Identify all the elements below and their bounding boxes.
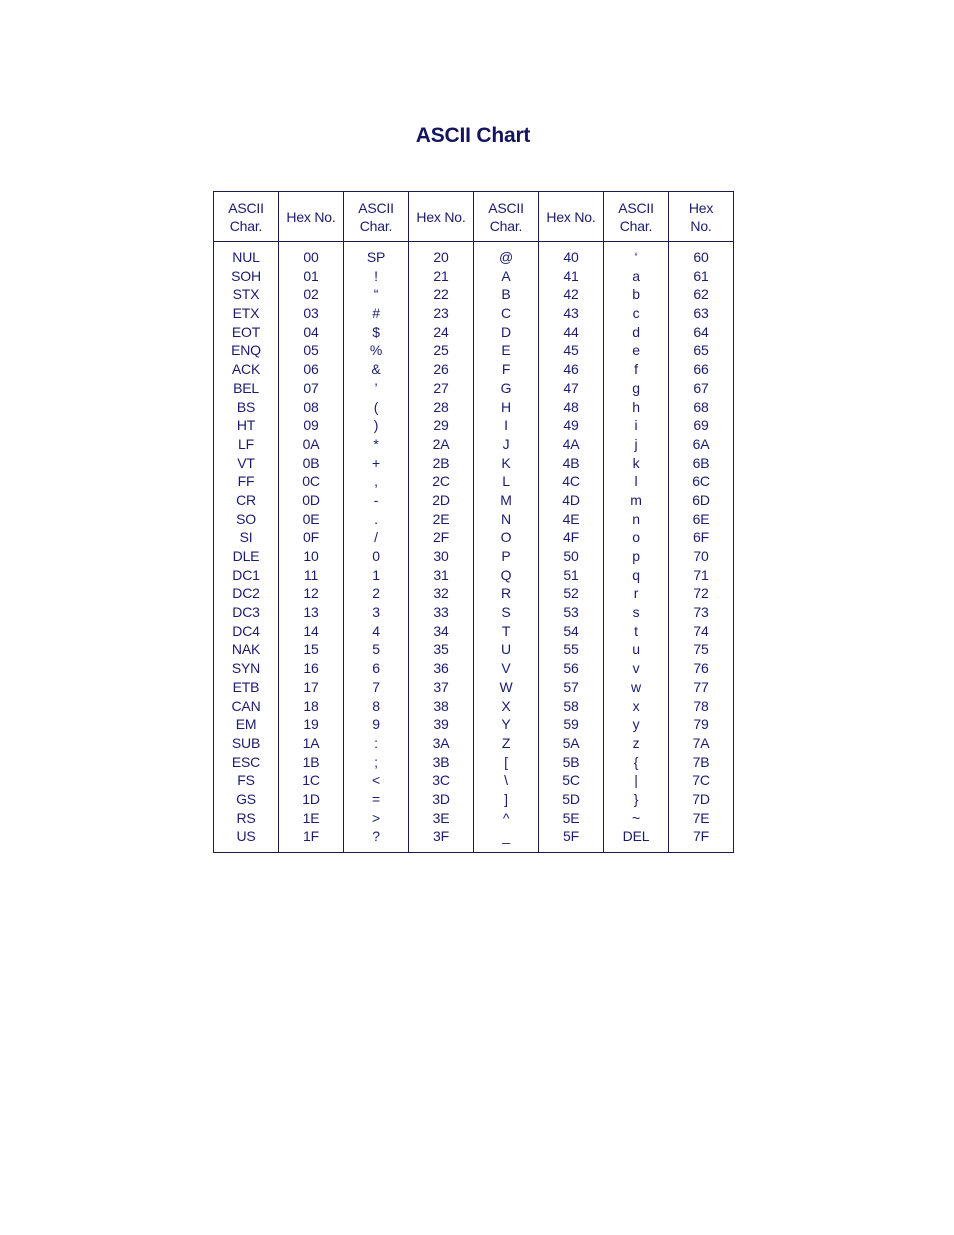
table-cell: DC2 [232, 585, 260, 602]
table-cell: ESC [231, 753, 261, 770]
table-cell: l [634, 473, 638, 490]
table-cell: 12 [303, 585, 319, 602]
table-cell: j [634, 435, 638, 452]
table-cell: ’ [374, 379, 378, 396]
table-cell: _ [502, 828, 510, 845]
table-cell: 09 [303, 417, 319, 434]
table-cell: K [501, 454, 511, 471]
table-cell: 0F [303, 529, 319, 546]
table-cell: 63 [693, 305, 709, 322]
table-cell: v [632, 660, 640, 677]
table-cell: 54 [563, 622, 579, 639]
table-cell: Y [501, 716, 511, 733]
table-cell: 28 [433, 398, 449, 415]
table-cell: ( [373, 398, 379, 415]
table-cell: 0A [302, 435, 320, 452]
table-cell: 37 [433, 678, 449, 695]
column-header: ASCII Char. [604, 192, 669, 242]
table-cell: i [634, 417, 638, 434]
table-cell: e [632, 342, 640, 359]
table-cell: 1F [303, 828, 319, 845]
table-cell: GS [236, 790, 256, 807]
table-cell: y [632, 716, 640, 733]
table-cell: 58 [563, 697, 579, 714]
table-cell: 03 [303, 305, 319, 322]
table-cell: 25 [433, 342, 449, 359]
table-cell: 2F [433, 529, 449, 546]
table-cell: 40 [563, 249, 579, 265]
table-cell: 14 [303, 622, 319, 639]
table-cell: 13 [303, 604, 319, 621]
table-cell: t [634, 622, 638, 639]
table-cell: 56 [563, 660, 579, 677]
table-cell: 0D [302, 491, 320, 508]
table-cell: 3D [432, 790, 450, 807]
table-cell: 5F [563, 828, 579, 845]
table-cell: { [633, 753, 639, 770]
table-cell: 7C [692, 772, 710, 789]
table-cell: x [632, 697, 640, 714]
table-cell: + [372, 454, 380, 471]
column-hex-no [669, 242, 734, 853]
table-cell: D [501, 323, 511, 340]
table-cell: CR [236, 491, 256, 508]
table-cell: DC1 [232, 566, 260, 583]
table-cell: 76 [693, 660, 709, 677]
table-cell: 51 [563, 566, 579, 583]
table-cell: S [501, 604, 511, 621]
table-cell: d [632, 323, 640, 340]
table-cell: STX [232, 286, 260, 303]
table-cell: 5B [562, 753, 580, 770]
table-cell: 4C [562, 473, 580, 490]
table-cell: ) [373, 417, 379, 434]
table-cell: 23 [433, 305, 449, 322]
table-cell: BEL [233, 379, 259, 396]
table-cell: 6 [372, 660, 380, 677]
table-cell: < [372, 772, 380, 789]
table-cell: ‘ [634, 249, 638, 265]
table-cell: ENQ [231, 342, 261, 359]
table-cell: 2B [432, 454, 450, 471]
column-header: ASCII Char. [214, 192, 279, 242]
table-cell: * [373, 435, 379, 452]
column-ascii-char [474, 242, 539, 853]
table-cell: r [633, 585, 639, 602]
table-cell: N [501, 510, 511, 527]
table-cell: 71 [693, 566, 709, 583]
table-cell: 24 [433, 323, 449, 340]
table-cell: 5 [372, 641, 380, 658]
table-cell: / [374, 529, 378, 546]
table-cell: DLE [232, 548, 260, 564]
table-cell: 7E [692, 809, 710, 826]
table-cell: 1B [302, 753, 320, 770]
table-cell: 9 [372, 716, 380, 733]
table-cell: SOH [231, 267, 261, 284]
table-cell: EM [235, 716, 257, 733]
table-cell: SI [239, 529, 253, 546]
table-cell: 60 [693, 249, 709, 265]
table-cell: ] [504, 790, 508, 807]
column-ascii-char [344, 242, 409, 853]
table-cell: 2A [432, 435, 450, 452]
column-header: Hex No. [669, 192, 734, 242]
table-cell: R [501, 585, 511, 602]
table-cell: X [501, 697, 511, 714]
table-cell: 4F [563, 529, 579, 546]
page-title: ASCII Chart [415, 124, 531, 147]
table-cell: ^ [502, 809, 510, 826]
table-cell: 08 [303, 398, 319, 415]
table-cell: % [369, 342, 383, 359]
table-cell: 2C [432, 473, 450, 490]
table-cell: P [501, 548, 511, 564]
table-cell: 2 [372, 585, 380, 602]
table-cell: n [632, 510, 640, 527]
table-cell: 5E [562, 809, 580, 826]
table-cell: p [632, 548, 640, 564]
table-cell: 68 [693, 398, 709, 415]
table-cell: 7A [692, 734, 710, 751]
table-cell: 34 [433, 622, 449, 639]
table-cell: u [632, 641, 640, 658]
column-header: ASCII Char. [344, 192, 409, 242]
table-cell: 64 [693, 323, 709, 340]
table-cell: 42 [563, 286, 579, 303]
table-cell: 73 [693, 604, 709, 621]
table-cell: 1E [302, 809, 320, 826]
table-cell: 49 [563, 417, 579, 434]
table-cell: 4B [562, 454, 580, 471]
table-cell: V [501, 660, 511, 677]
table-cell: 15 [303, 641, 319, 658]
table-cell: U [501, 641, 511, 658]
table-cell: 04 [303, 323, 319, 340]
table-cell: 6C [692, 473, 710, 490]
table-cell: 21 [433, 267, 449, 284]
table-cell: 11 [303, 566, 319, 583]
table-cell: 2D [432, 491, 450, 508]
column-hex-no [409, 242, 474, 853]
table-cell: # [372, 305, 380, 322]
table-cell: 32 [433, 585, 449, 602]
table-cell: C [501, 305, 511, 322]
table-cell: 0B [302, 454, 320, 471]
table-cell: & [371, 361, 381, 378]
table-cell: 35 [433, 641, 449, 658]
table-cell: q [632, 566, 640, 583]
table-cell: 65 [693, 342, 709, 359]
table-cell: 01 [303, 267, 319, 284]
table-cell: 5D [562, 790, 580, 807]
table-cell: 6D [692, 491, 710, 508]
table-cell: 52 [563, 585, 579, 602]
table-cell: 61 [693, 267, 709, 284]
table-cell: SO [236, 510, 256, 527]
table-cell: 78 [693, 697, 709, 714]
table-cell: 4E [562, 510, 580, 527]
table-cell: 0C [302, 473, 320, 490]
column-hex-no [279, 242, 344, 853]
table-cell: 50 [563, 548, 579, 564]
table-cell: 0 [372, 548, 380, 564]
table-cell: H [501, 398, 511, 415]
table-cell: VT [237, 454, 255, 471]
table-cell: 07 [303, 379, 319, 396]
table-cell: 4A [562, 435, 580, 452]
column-header: Hex No. [409, 192, 474, 242]
table-cell: 74 [693, 622, 709, 639]
table-cell: } [633, 790, 639, 807]
table-cell: I [504, 417, 508, 434]
table-cell: SUB [231, 734, 261, 751]
table-cell: g [632, 379, 640, 396]
table-cell: 5A [562, 734, 580, 751]
table-cell: A [501, 267, 511, 284]
table-cell: HT [236, 417, 256, 434]
table-cell: f [634, 361, 638, 378]
table-cell: ; [374, 753, 378, 770]
table-cell: G [500, 379, 512, 396]
table-cell: 44 [563, 323, 579, 340]
table-cell: 10 [303, 548, 319, 564]
table-cell: 3B [432, 753, 450, 770]
table-cell: 1D [302, 790, 320, 807]
table-cell: T [501, 622, 511, 639]
table-cell: 5C [562, 772, 580, 789]
table-cell: FF [237, 473, 255, 490]
ascii-table [213, 191, 734, 853]
table-cell: 53 [563, 604, 579, 621]
table-cell: 6B [692, 454, 710, 471]
table-cell: L [502, 473, 510, 490]
column-header: Hex No. [539, 192, 604, 242]
table-cell: LF [238, 435, 254, 452]
table-cell: a [632, 267, 640, 284]
table-cell: 8 [372, 697, 380, 714]
table-cell: B [501, 286, 511, 303]
header-row [214, 192, 734, 242]
table-cell: s [632, 604, 640, 621]
table-cell: 62 [693, 286, 709, 303]
table-cell: 79 [693, 716, 709, 733]
table-cell: 7F [693, 828, 709, 845]
column-ascii-char [604, 242, 669, 853]
table-cell: 70 [693, 548, 709, 564]
table-cell: 19 [303, 716, 319, 733]
table-cell: 72 [693, 585, 709, 602]
table-cell: 3E [432, 809, 450, 826]
table-cell: NUL [232, 249, 260, 265]
table-cell: @ [498, 249, 513, 265]
table-cell: 7 [372, 678, 380, 695]
table-cell: : [374, 734, 378, 751]
table-cell: | [634, 772, 638, 789]
table-cell: 67 [693, 379, 709, 396]
table-cell: J [502, 435, 510, 452]
table-cell: 45 [563, 342, 579, 359]
table-cell: 7D [692, 790, 710, 807]
table-cell: 1A [302, 734, 320, 751]
table-cell: F [501, 361, 511, 378]
table-cell: 3F [433, 828, 449, 845]
table-cell: 38 [433, 697, 449, 714]
table-cell: [ [504, 753, 508, 770]
column-ascii-char [214, 242, 279, 853]
table-cell: ACK [231, 361, 261, 378]
table-cell: 27 [433, 379, 449, 396]
table-cell: 57 [563, 678, 579, 695]
table-cell: SP [366, 249, 386, 265]
table-cell: 6A [692, 435, 710, 452]
table-cell: c [632, 305, 640, 322]
table-cell: ? [372, 828, 380, 845]
table-cell: RS [236, 809, 256, 826]
table-cell: b [632, 286, 640, 303]
table-cell: 75 [693, 641, 709, 658]
table-cell: ! [374, 267, 378, 284]
table-cell: 6F [693, 529, 709, 546]
table-cell: 0E [302, 510, 320, 527]
column-header: Hex No. [279, 192, 344, 242]
table-cell: h [632, 398, 640, 415]
table-cell: SYN [231, 660, 261, 677]
table-cell: EOT [231, 323, 261, 340]
table-cell: NAK [231, 641, 261, 658]
column-header: ASCII Char. [474, 192, 539, 242]
table-cell: o [632, 529, 640, 546]
table-cell: 33 [433, 604, 449, 621]
table-cell: 16 [303, 660, 319, 677]
table-cell: 77 [693, 678, 709, 695]
table-cell: 1 [372, 566, 380, 583]
table-cell: 18 [303, 697, 319, 714]
table-cell: 41 [563, 267, 579, 284]
table-cell: 47 [563, 379, 579, 396]
table-cell: 20 [433, 249, 449, 265]
table-cell: 3C [432, 772, 450, 789]
table-cell: k [632, 454, 640, 471]
table-cell: . [374, 510, 378, 527]
table-cell: Z [501, 734, 511, 751]
table-cell: DC4 [232, 622, 260, 639]
table-cell: = [372, 790, 380, 807]
table-cell: ETB [232, 678, 260, 695]
table-cell: 1C [302, 772, 320, 789]
table-cell: 29 [433, 417, 449, 434]
table-cell: 7B [692, 753, 710, 770]
table-cell: 43 [563, 305, 579, 322]
table-cell: 36 [433, 660, 449, 677]
table-cell: z [632, 734, 640, 751]
table-cell: - [373, 491, 379, 508]
table-cell: FS [237, 772, 255, 789]
table-cell: 05 [303, 342, 319, 359]
table-cell: E [501, 342, 511, 359]
table-cell: , [374, 473, 378, 490]
table-cell: CAN [231, 697, 261, 714]
table-cell: 55 [563, 641, 579, 658]
table-cell: 3A [432, 734, 450, 751]
table-cell: 59 [563, 716, 579, 733]
table-cell: 17 [303, 678, 319, 695]
table-cell: W [499, 678, 513, 695]
table-cell: 48 [563, 398, 579, 415]
table-cell: 4 [372, 622, 380, 639]
table-cell: 3 [372, 604, 380, 621]
table-row [214, 242, 734, 853]
table-cell: DC3 [232, 604, 260, 621]
table-cell: 06 [303, 361, 319, 378]
table-cell: BS [236, 398, 256, 415]
table-cell: m [630, 491, 642, 508]
table-cell: 4D [562, 491, 580, 508]
table-cell: 02 [303, 286, 319, 303]
table-cell: US [236, 828, 256, 845]
table-cell: 30 [433, 548, 449, 564]
table-cell: 2E [432, 510, 450, 527]
table-cell: Q [500, 566, 512, 583]
table-cell: 66 [693, 361, 709, 378]
table-cell: 22 [433, 286, 449, 303]
table-cell: \ [504, 772, 508, 789]
table-cell: 46 [563, 361, 579, 378]
table-cell: “ [373, 286, 379, 303]
table-cell: 39 [433, 716, 449, 733]
table-cell: 26 [433, 361, 449, 378]
table-cell: M [500, 491, 512, 508]
table-cell: ETX [232, 305, 260, 322]
table-cell: 31 [433, 566, 449, 583]
column-hex-no [539, 242, 604, 853]
table-cell: 6E [692, 510, 710, 527]
table-cell: 00 [303, 249, 319, 265]
table-cell: ~ [632, 809, 640, 826]
table-cell: DEL [622, 828, 650, 845]
table-cell: w [631, 678, 641, 695]
table-cell: > [372, 809, 380, 826]
table-cell: $ [372, 323, 380, 340]
table-cell: O [500, 529, 512, 546]
table-cell: 69 [693, 417, 709, 434]
